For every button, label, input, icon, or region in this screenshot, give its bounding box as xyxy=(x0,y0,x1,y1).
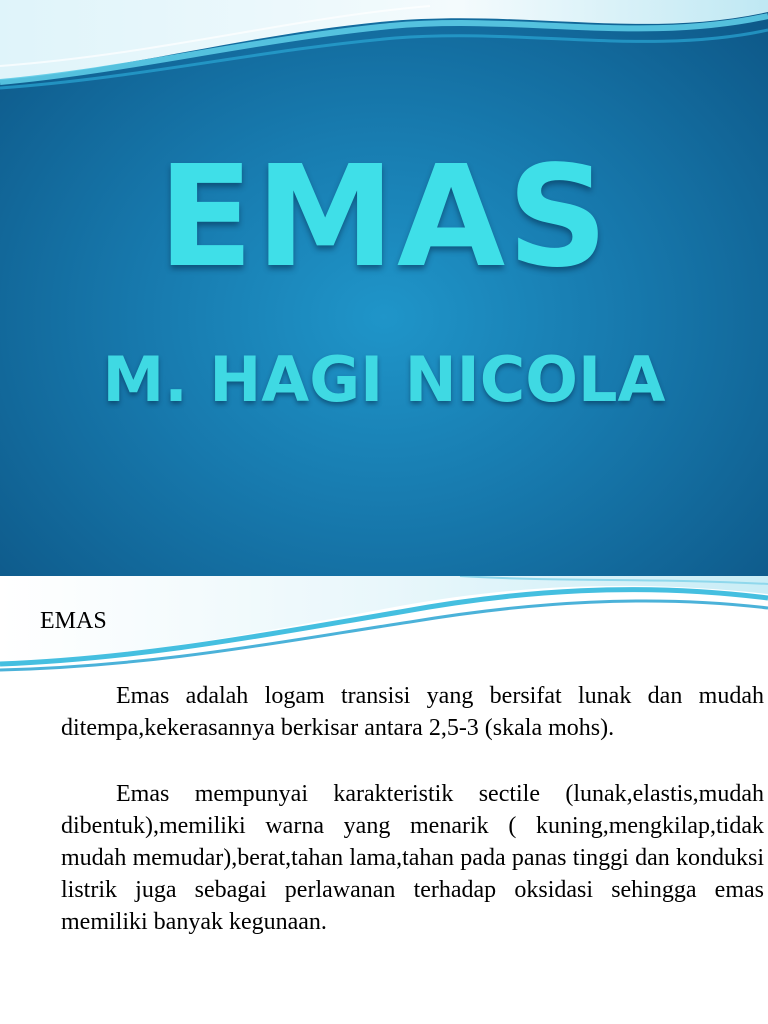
content-slide-title: EMAS xyxy=(40,608,107,634)
slide-title: EMAS xyxy=(157,136,611,299)
content-header-wave-decoration xyxy=(0,576,768,676)
paragraph-2: Emas mempunyai karakteristik sectile (lunak,elastis,mudah dibentuk),memiliki warna yang menarik ( kuning,mengkilap,tidak mudah memudar),berat,tahan lama,tahan pada panas tinggi dan konduksi listrik juga sebagai perlawanan terhadap oksidasi sehingga emas memiliki banyak kegunaan. xyxy=(61,781,764,935)
slide-subtitle: M. HAGI NICOLA xyxy=(102,343,666,416)
paragraph-1: Emas adalah logam transisi yang bersifat lunak dan mudah ditempa,kekerasannya berkisar antara 2,5-3 (skala mohs). xyxy=(61,683,764,741)
header-wave-decoration xyxy=(0,0,768,110)
content-slide xyxy=(0,576,768,1024)
body-text xyxy=(61,680,764,972)
